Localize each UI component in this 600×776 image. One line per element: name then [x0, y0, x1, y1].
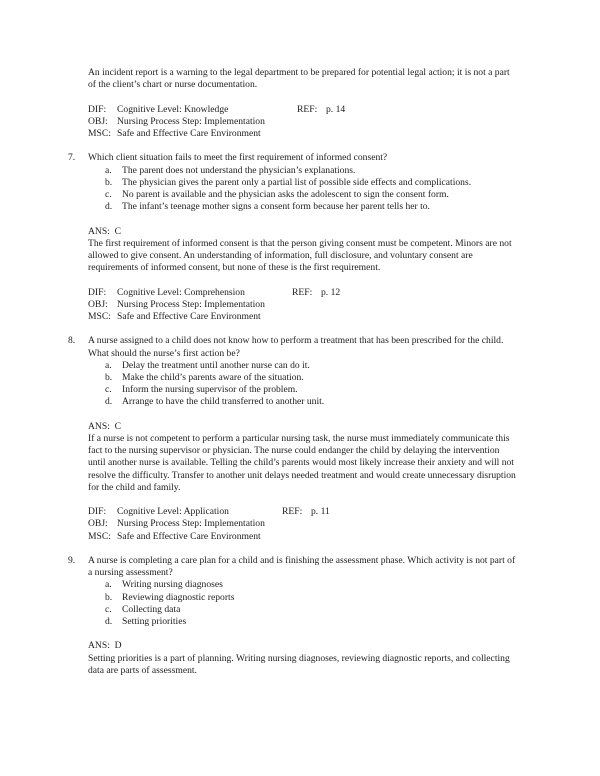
option-text: Make the child’s parents aware of the situation. — [122, 372, 304, 383]
rationale-paragraph: If a nurse is not competent to perform a particular nursing task, the nurse must immediately communicate this fact to the nursing supervisor or physician. The nurse could endanger the child by delaying the intervention until another nurse is available. Telling the child’s parents would most likely increase their anxiety and will not resolve the difficulty. Transfer to another unit delays needed treatment and would create unnecessary disruption for the child and family. — [88, 433, 516, 493]
meta-row-msc — [88, 311, 518, 323]
page-content — [68, 67, 518, 677]
option-text: No parent is available and the physician asks the adolescent to sign the consent form. — [122, 189, 449, 200]
question-meta-block — [88, 287, 518, 324]
ref-value: p. 14 — [326, 103, 346, 115]
meta-row-dif — [88, 506, 518, 518]
answer-label: ANS: — [88, 640, 110, 652]
spacer — [68, 323, 518, 335]
msc-label: MSC: — [88, 530, 111, 542]
meta-row-msc — [88, 128, 518, 140]
spacer — [68, 628, 518, 640]
answer-value: C — [114, 420, 122, 432]
option-text: Delay the treatment until another nurse can do it. — [122, 359, 310, 371]
msc-value: Safe and Effective Care Environment — [117, 311, 261, 322]
option-list — [105, 165, 518, 214]
answer-label: ANS: — [88, 420, 110, 432]
option-item[interactable] — [105, 579, 518, 591]
option-text: Inform the nursing supervisor of the problem. — [122, 384, 298, 396]
option-letter: d. — [105, 396, 113, 408]
option-item[interactable] — [105, 616, 518, 628]
intro-rationale-paragraph: An incident report is a warning to the legal department to be prepared for potential legal action; it is not a part of the client’s chart or nurse documentation. — [88, 67, 510, 91]
meta-row-dif — [88, 287, 518, 299]
dif-label: DIF: — [88, 286, 107, 298]
spacer — [68, 140, 518, 152]
option-letter: a. — [105, 164, 112, 176]
option-text: Collecting data — [122, 603, 181, 615]
option-text: Setting priorities — [122, 616, 187, 628]
option-text: Writing nursing diagnoses — [122, 579, 223, 591]
msc-label: MSC: — [88, 128, 111, 139]
msc-value: Safe and Effective Care Environment — [117, 128, 261, 139]
answer-value: D — [114, 640, 122, 652]
question-item — [68, 335, 518, 359]
option-item[interactable] — [105, 396, 518, 408]
ref-value: p. 11 — [311, 506, 330, 518]
question-meta-block — [88, 506, 518, 543]
option-item[interactable] — [105, 165, 518, 177]
answer-label: ANS: — [88, 225, 110, 237]
spacer — [68, 213, 518, 225]
ref-value: p. 12 — [321, 286, 341, 298]
intro-meta-block — [88, 104, 518, 141]
option-item[interactable] — [105, 372, 518, 384]
option-letter: a. — [105, 579, 112, 591]
option-letter: b. — [105, 176, 113, 188]
meta-row-obj — [88, 299, 518, 311]
option-letter: d. — [105, 201, 113, 213]
option-item[interactable] — [105, 592, 518, 604]
obj-value: Nursing Process Step: Implementation — [117, 298, 265, 310]
obj-value: Nursing Process Step: Implementation — [117, 518, 265, 530]
answer-line — [88, 640, 518, 652]
option-item[interactable] — [105, 604, 518, 616]
option-letter: d. — [105, 616, 113, 628]
option-list — [105, 579, 518, 628]
spacer — [68, 494, 518, 506]
question-item — [68, 152, 518, 164]
answer-value: C — [114, 225, 122, 237]
obj-label: OBJ: — [88, 298, 108, 310]
answer-line — [88, 226, 518, 238]
obj-value: Nursing Process Step: Implementation — [117, 115, 265, 127]
dif-label: DIF: — [88, 506, 107, 518]
question-stem: Which client situation fails to meet the first requirement of informed consent? — [88, 152, 388, 164]
option-text: The physician gives the parent only a partial list of possible side effects and complications. — [122, 176, 472, 188]
spacer — [68, 543, 518, 555]
msc-value: Safe and Effective Care Environment — [117, 530, 261, 542]
option-text: The parent does not understand the physician’s explanations. — [122, 164, 356, 176]
option-letter: c. — [105, 603, 112, 615]
rationale-paragraph: The first requirement of informed consent is that the person giving consent must be competent. Minors are not allowed to give consent. An understanding of information, full disclosure, and voluntary consent are requirements of informed consent, but none of these is the first requirement. — [88, 237, 512, 274]
rationale-paragraph: Setting priorities is a part of planning. Writing nursing diagnoses, reviewing diagnostic reports, and collecting data are parts of assessment. — [88, 652, 510, 676]
dif-value: Cognitive Level: Comprehension — [117, 286, 245, 298]
option-item[interactable] — [105, 189, 518, 201]
option-text: The infant’s teenage mother signs a consent form because her parent tells her to. — [122, 201, 430, 213]
option-letter: c. — [105, 189, 112, 200]
option-item[interactable] — [105, 201, 518, 213]
spacer — [68, 409, 518, 421]
question-number: 7. — [68, 152, 76, 164]
option-item[interactable] — [105, 177, 518, 189]
question-stem: A nurse assigned to a child does not know how to perform a treatment that has been prescribed for the child. What should the nurse’s first action be? — [88, 335, 504, 359]
obj-label: OBJ: — [88, 518, 108, 530]
dif-value: Cognitive Level: Application — [117, 506, 229, 518]
option-letter: b. — [105, 591, 113, 603]
question-item — [68, 555, 518, 579]
msc-label: MSC: — [88, 311, 111, 322]
dif-label: DIF: — [88, 103, 107, 115]
option-item[interactable] — [105, 384, 518, 396]
meta-row-dif — [88, 104, 518, 116]
meta-row-obj — [88, 518, 518, 530]
dif-value: Cognitive Level: Knowledge — [117, 103, 229, 115]
option-text: Reviewing diagnostic reports — [122, 591, 235, 603]
option-letter: a. — [105, 359, 112, 371]
meta-row-msc — [88, 531, 518, 543]
question-number: 9. — [68, 555, 76, 566]
option-item[interactable] — [105, 360, 518, 372]
option-text: Arrange to have the child transferred to another unit. — [122, 396, 325, 408]
ref-label: REF: — [297, 103, 318, 115]
ref-label: REF: — [292, 286, 313, 298]
meta-row-obj — [88, 116, 518, 128]
obj-label: OBJ: — [88, 115, 108, 127]
spacer — [68, 91, 518, 103]
question-number: 8. — [68, 335, 76, 347]
question-stem: A nurse is completing a care plan for a child and is finishing the assessment phase. Which activity is not part of a nursing assessment? — [88, 555, 516, 579]
spacer — [68, 274, 518, 286]
option-list — [105, 360, 518, 409]
ref-label: REF: — [282, 506, 303, 518]
option-letter: b. — [105, 372, 113, 383]
option-letter: c. — [105, 384, 112, 396]
answer-line — [88, 421, 518, 433]
